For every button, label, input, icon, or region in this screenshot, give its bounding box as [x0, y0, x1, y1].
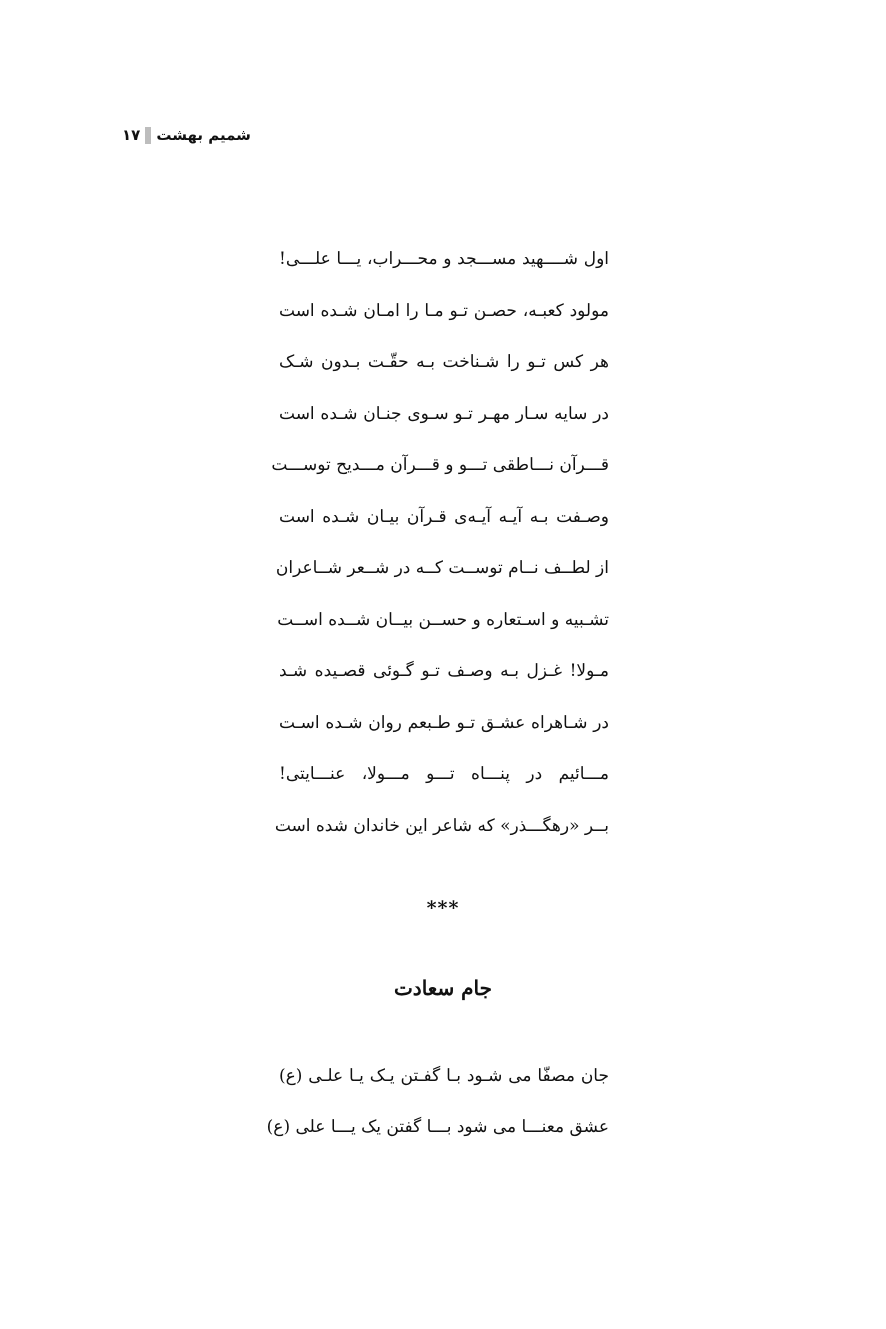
page-number: ۱۷ [122, 126, 141, 144]
section-divider: *** [426, 897, 460, 919]
verse-line: تشـبیه و اسـتعاره و حســن بیــان شــده اســت [277, 609, 609, 630]
verse-line: وصـفت بـه آیـه آیـه‌ی قـرآن بیـان شـده است [279, 506, 609, 527]
section-title: جام سعادت [393, 976, 493, 1000]
verse-line: هر کس تـو را شـناخت بـه حقّـت بـدون شـک [279, 352, 609, 372]
verse-line: قـــرآن نـــاطقی تـــو و قـــرآن مـــدیح توســـت [271, 455, 609, 475]
verse-line: از لطــف نــام توســت کــه در شــعر شــاعران [275, 558, 609, 578]
verse-line: بــر «رهگـــذر» که شاعر این خاندان شده است [274, 815, 609, 836]
verse-line: در شـاهراه عشـق تـو طـبعم روان شـده اسـت [279, 712, 609, 733]
running-head [122, 124, 251, 146]
verse-line: مـولا! غـزل بـه وصـف تـو گـوئی قصـیده شـد [279, 661, 609, 681]
verse-line: جان مصفّا می شـود بـا گفـتن یـک یـا علـی (ع) [279, 1066, 609, 1086]
header-separator-bar [145, 127, 151, 144]
verse-line: در سایه سـار مهـر تـو سـوی جنـان شـده است [279, 403, 609, 424]
book-title: شمیم بهشت [156, 126, 251, 144]
poem-block [271, 244, 609, 862]
poem-block-2 [266, 1061, 609, 1163]
verse-line: مولود کعبـه، حصـن تـو مـا را امـان شـده است [279, 300, 609, 321]
verse-line: مـــائیم در پنـــاه تـــو مـــولا، عنـــایتی! [279, 764, 609, 784]
verse-line: اول شــــهید مســـجد و محـــراب، یـــا علـــی! [279, 249, 609, 269]
verse-line: عشق معنـــا می شود بـــا گفتن یک یـــا علی (ع) [266, 1117, 609, 1137]
